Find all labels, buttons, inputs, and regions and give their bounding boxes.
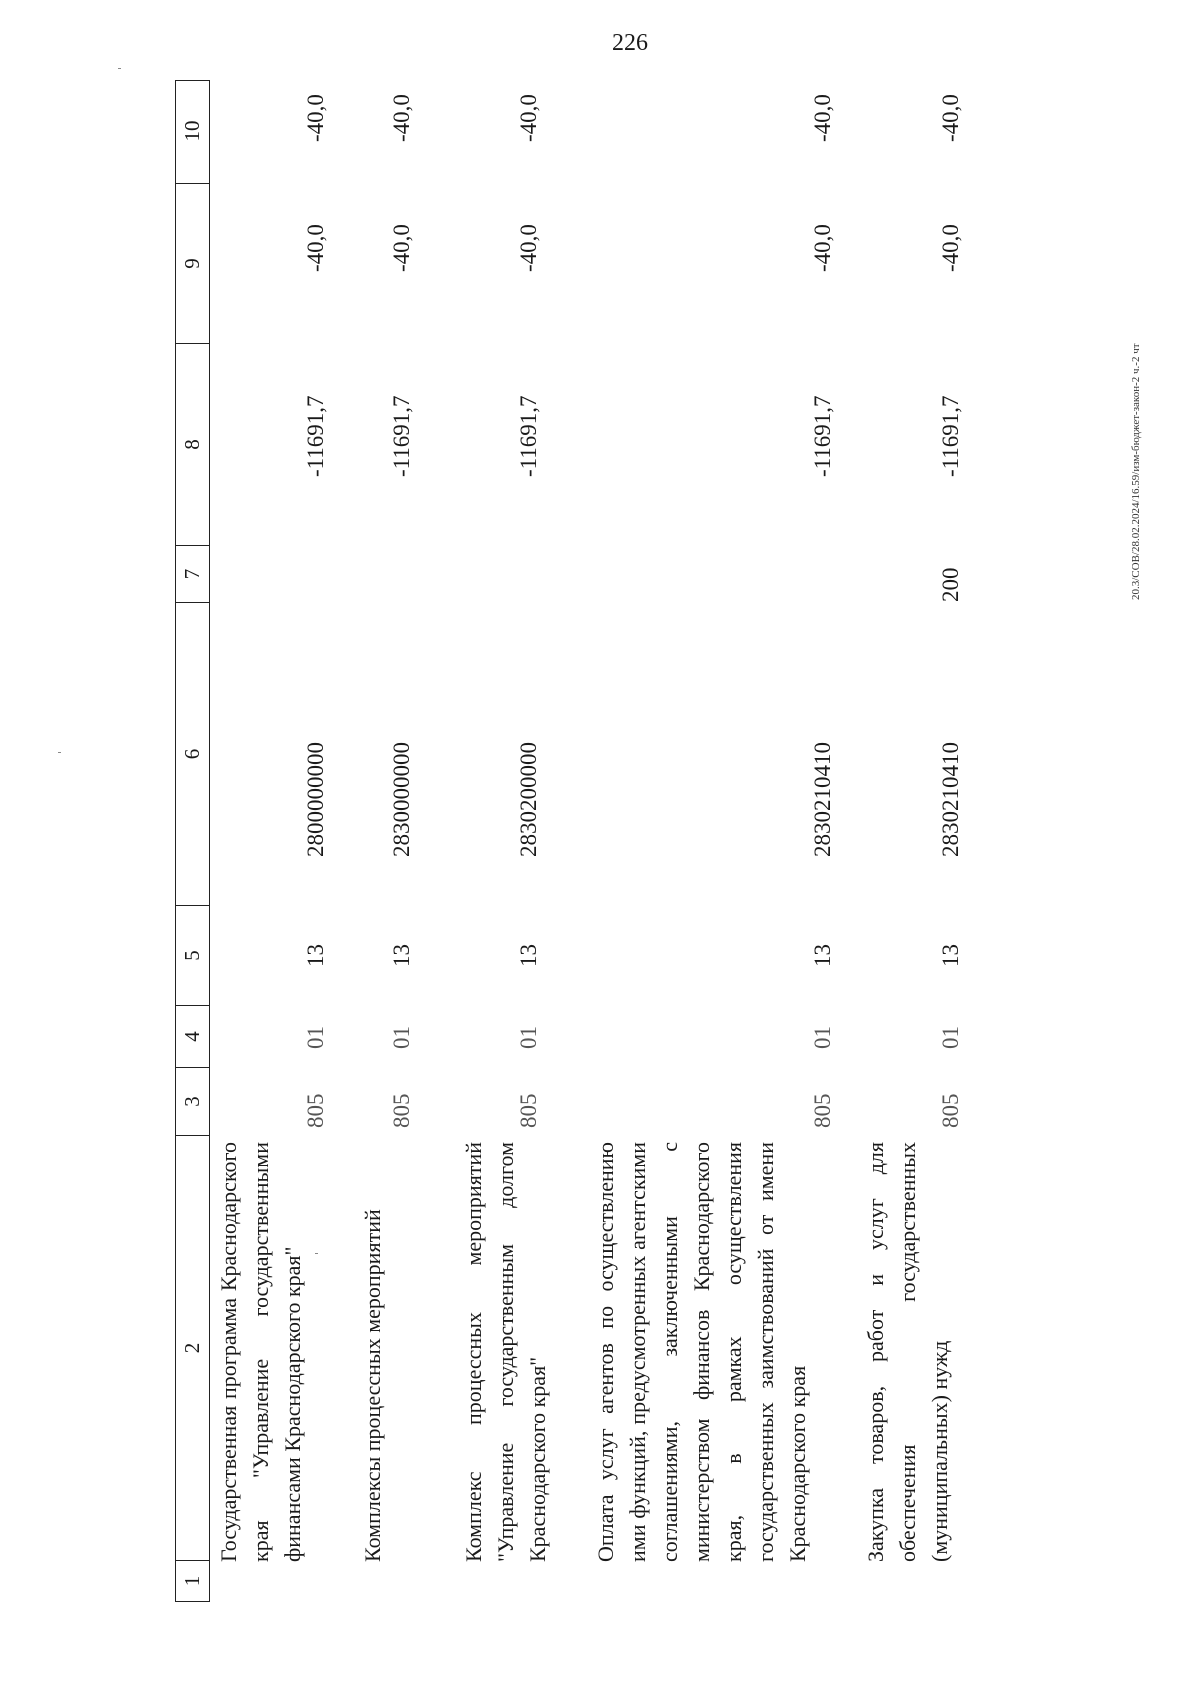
col-4-value: 01: [516, 1026, 541, 1049]
row-description: Государственная программа Краснодарского края "Управление государственными финансами Краснодарского края": [216, 1142, 305, 1562]
col-3-value: 805: [938, 1093, 963, 1128]
document-footer-note: 20.3/СОВ/28.02.2024/16.59/изм-бюджет-закон-2 ч.-2 чт: [1130, 343, 1142, 600]
header-col-8: 8: [176, 344, 209, 546]
col-8-value: -11691,7: [810, 395, 835, 477]
col-4-value: 01: [938, 1026, 963, 1049]
col-6-value: 2830210410: [938, 742, 963, 857]
scan-artifact: [58, 752, 61, 753]
col-6-value: 2800000000: [303, 742, 328, 857]
col-10-value: -40,0: [810, 94, 835, 142]
row-description: Комплексы процессных мероприятий: [360, 1209, 385, 1562]
col-9-value: -40,0: [303, 224, 328, 272]
page-number: 226: [612, 30, 648, 56]
col-5-value: 13: [516, 944, 541, 967]
col-8-value: -11691,7: [303, 395, 328, 477]
col-6-value: 2830200000: [516, 742, 541, 857]
table-header: [175, 80, 210, 1602]
col-8-value: -11691,7: [938, 395, 963, 477]
col-4-value: 01: [810, 1026, 835, 1049]
header-col-5: 5: [176, 906, 209, 1006]
col-8-value: -11691,7: [516, 395, 541, 477]
col-3-value: 805: [303, 1093, 328, 1128]
header-col-4: 4: [176, 1006, 209, 1068]
col-6-value: 2830000000: [389, 742, 414, 857]
col-9-value: -40,0: [516, 224, 541, 272]
col-9-value: -40,0: [938, 224, 963, 272]
budget-table: [175, 80, 1055, 1602]
header-col-7: 7: [176, 546, 209, 603]
header-col-2: 2: [176, 1136, 209, 1561]
col-6-value: 2830210410: [810, 742, 835, 857]
header-col-3: 3: [176, 1068, 209, 1136]
col-9-value: -40,0: [810, 224, 835, 272]
col-9-value: -40,0: [389, 224, 414, 272]
col-5-value: 13: [938, 944, 963, 967]
row-description: Комплекс процессных мероприятий "Управление государственным долгом Краснодарского края": [461, 1142, 550, 1562]
row-description: Оплата услуг агентов по осуществлению ими функций, предусмотренных агентскими соглашениями, заключенными с министерством финансов Краснодарского края, в рамках осуществления государственных заимствований от имени Краснодарского края: [593, 1142, 810, 1562]
header-col-6: 6: [176, 603, 209, 906]
col-4-value: 01: [303, 1026, 328, 1049]
col-8-value: -11691,7: [389, 395, 414, 477]
col-7-value: 200: [938, 567, 963, 602]
header-col-10: 10: [176, 79, 209, 184]
col-5-value: 13: [810, 944, 835, 967]
col-4-value: 01: [389, 1026, 414, 1049]
header-col-9: 9: [176, 184, 209, 344]
row-description: Закупка товаров, работ и услуг для обеспечения государственных (муниципальных) нужд: [863, 1142, 952, 1562]
col-5-value: 13: [303, 944, 328, 967]
col-5-value: 13: [389, 944, 414, 967]
col-10-value: -40,0: [303, 94, 328, 142]
header-col-1: 1: [180, 1575, 204, 1587]
col-3-value: 805: [810, 1093, 835, 1128]
col-10-value: -40,0: [938, 94, 963, 142]
col-10-value: -40,0: [389, 94, 414, 142]
scan-artifact: [118, 68, 121, 69]
col-3-value: 805: [389, 1093, 414, 1128]
col-10-value: -40,0: [516, 94, 541, 142]
col-3-value: 805: [516, 1093, 541, 1128]
